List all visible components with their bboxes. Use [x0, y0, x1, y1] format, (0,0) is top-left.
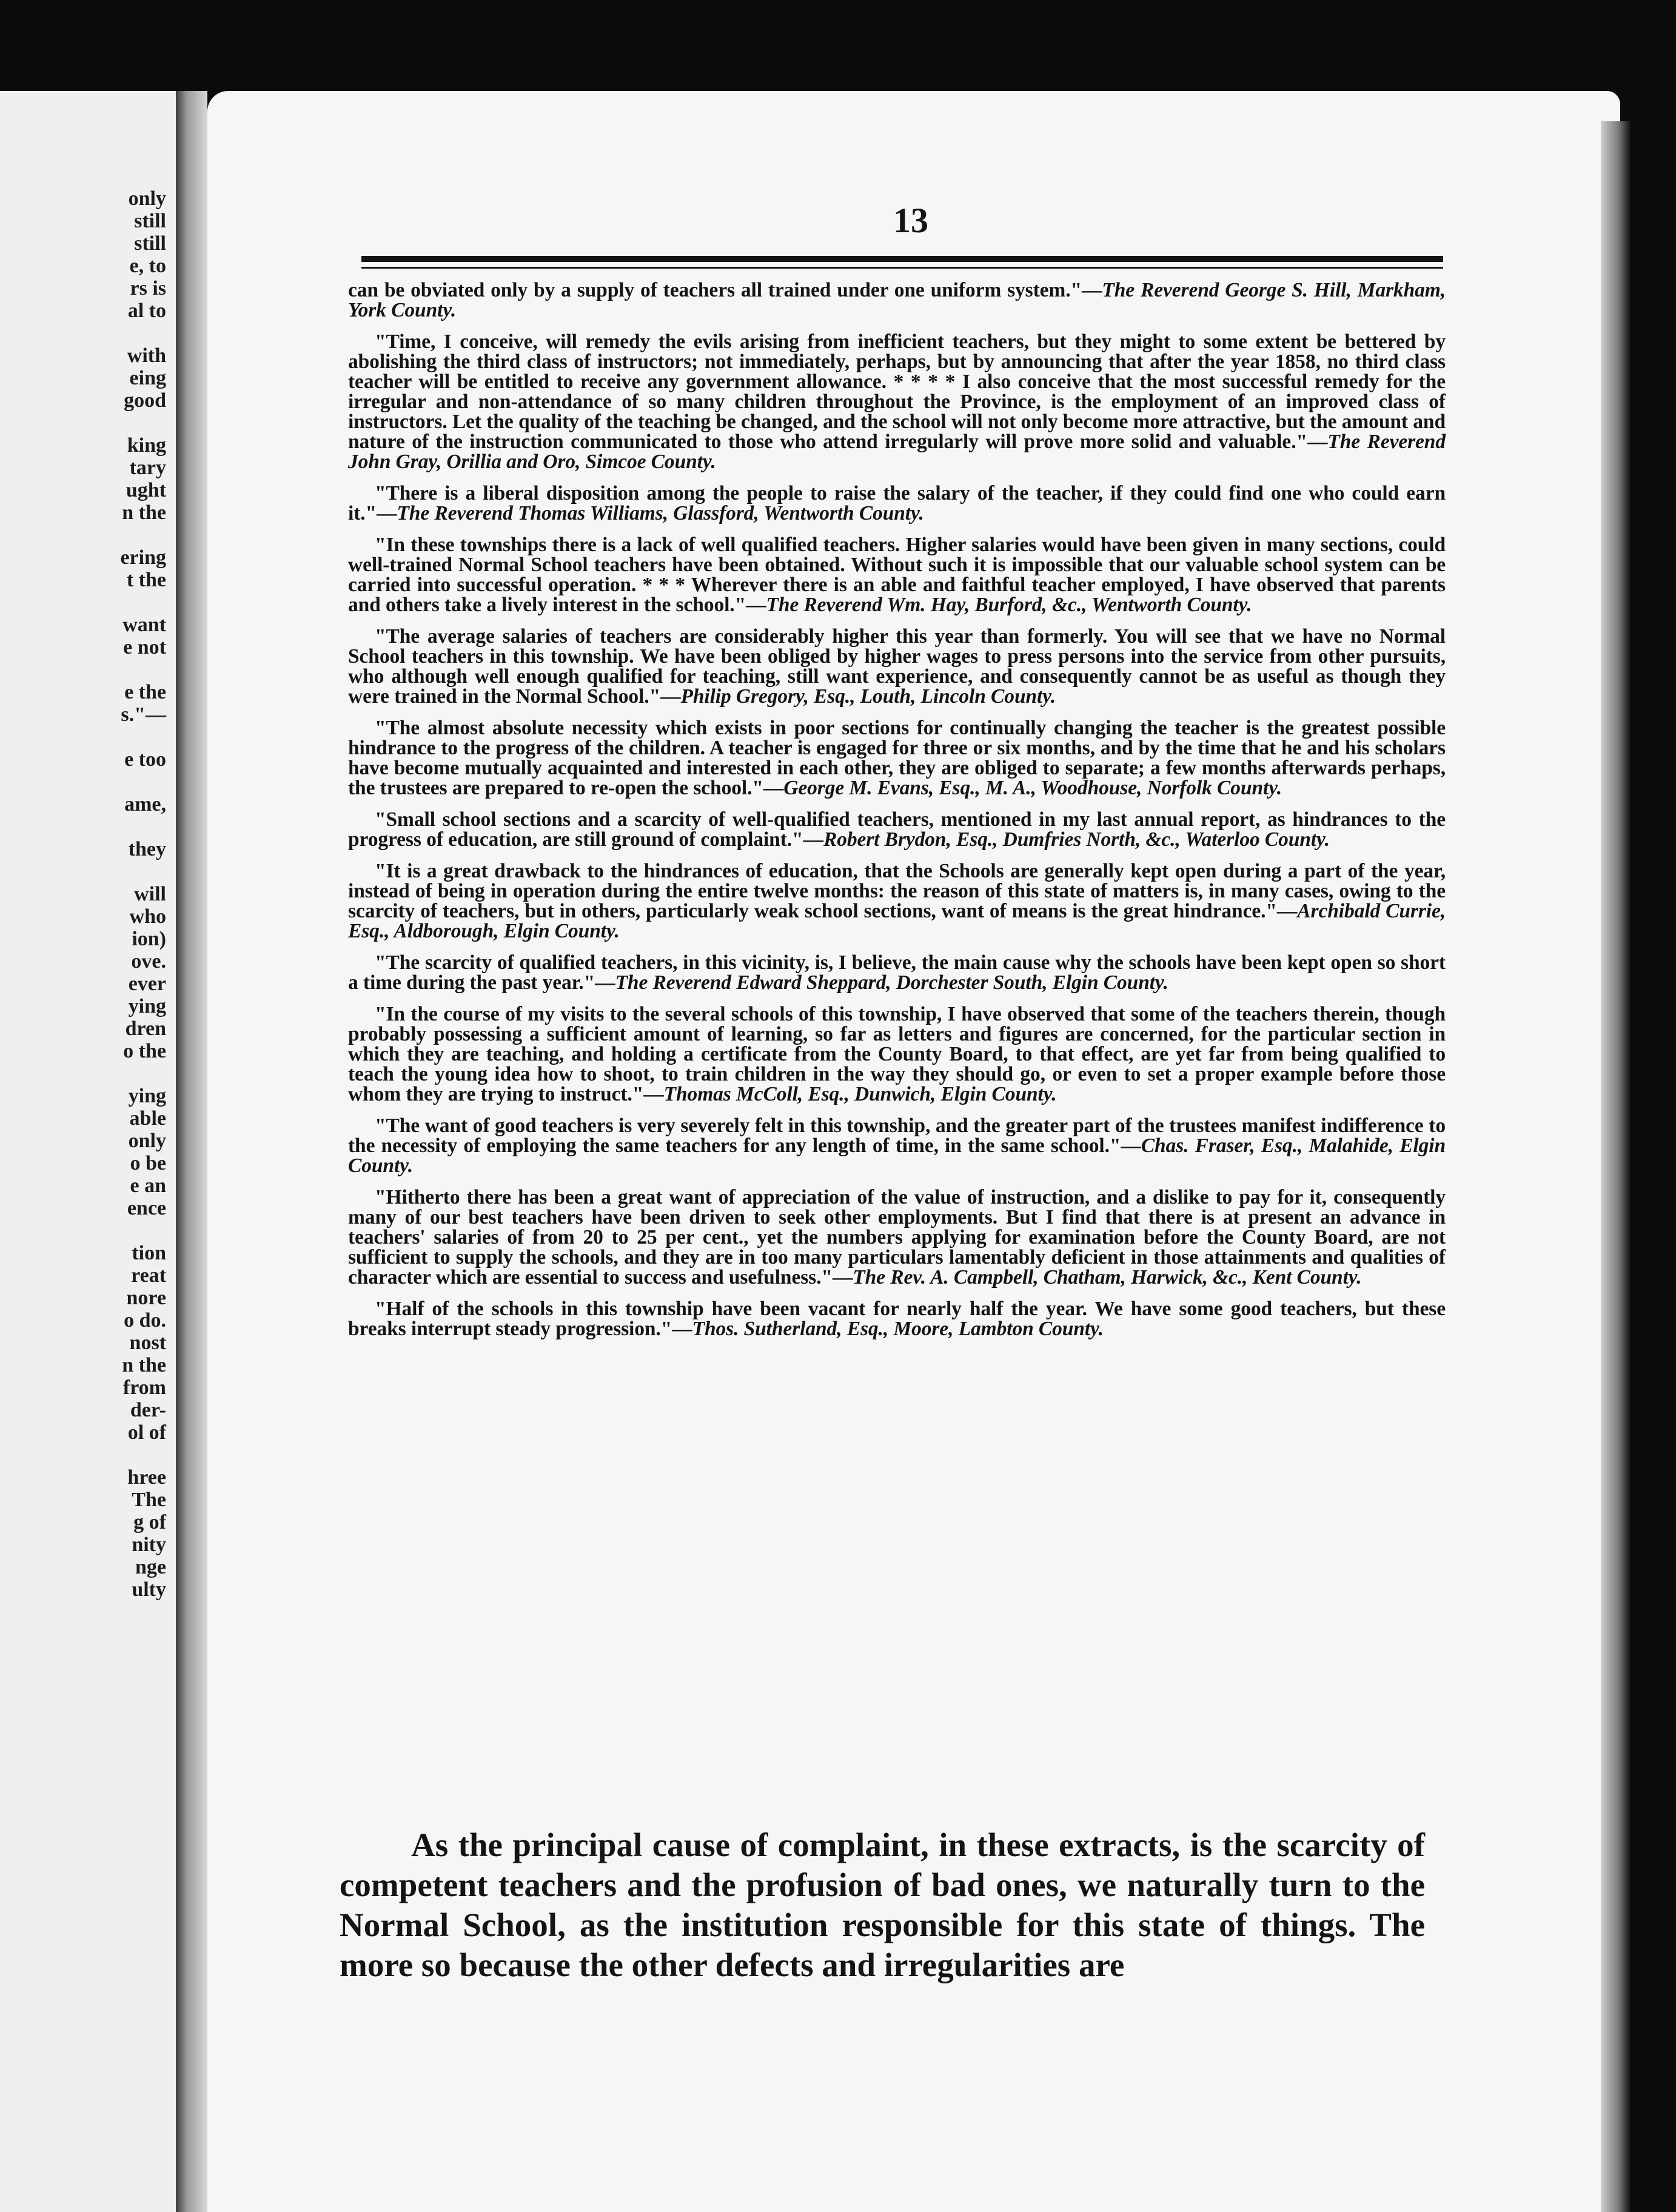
left-page-fragment: reat — [131, 1264, 166, 1287]
left-page-fragment: nity — [132, 1533, 166, 1556]
extract-text: "In the course of my visits to the several schools of this township, I have observed that some of the teachers therein, though probably possessing a sufficient amount of learning, so far as letters and figures are concerned, for the particular section in which they are teaching, and holding a certificate from the County Board, to that effect, are yet far from being qualified to teach the young idea how to shoot, to train children in the way they should go, or even to set a proper example before those whom they are trying to instruct."— — [348, 1003, 1446, 1105]
extract-text: "Hitherto there has been a great want of appreciation of the value of instruction, and a dislike to pay for it, consequently many of our best teachers have been driven to seek other employments. But I find that there is at present an advance in teachers' salaries of from 20 to 25 per cent., yet the numbers applying for examination before the County Board, are not sufficient to supply the schools, and they are in too many particulars lamentably deficient in those attainments and qualities of character which are essential to success and usefulness."— — [348, 1186, 1446, 1289]
extract-paragraph — [348, 718, 1446, 798]
left-page-fragment: still — [134, 210, 166, 232]
left-page-fragment: nost — [129, 1332, 166, 1354]
extract-citation: Philip Gregory, Esq., Louth, Lincoln County. — [680, 685, 1056, 708]
header-rule-thin — [361, 267, 1443, 269]
left-page-fragment: good — [124, 389, 166, 412]
left-page-fragment: still — [134, 232, 166, 255]
extract-paragraph — [348, 809, 1446, 850]
left-page-fragment: ulty — [132, 1578, 166, 1601]
left-page-fragment: eing — [129, 367, 166, 389]
extract-paragraph — [348, 535, 1446, 615]
left-page-fragment: ever — [128, 973, 166, 995]
left-page-fragment: nore — [126, 1287, 166, 1309]
left-page-fragment: only — [128, 1130, 166, 1152]
left-page-fragment: t the — [126, 569, 166, 591]
left-page-fragment: ame, — [124, 793, 166, 816]
left-page-fragment: ying — [128, 1085, 166, 1107]
left-page-fragment: s."— — [121, 703, 166, 726]
left-page-fragment: will — [134, 883, 166, 905]
left-page-fragment: only — [128, 187, 166, 210]
left-page-fragment: ove. — [131, 950, 166, 973]
extract-text: "It is a great drawback to the hindrances of education, that the Schools are generally kept open during a part of the year, instead of being in operation during the entire twelve months: the reason of this state of matters is, in many cases, owing to the scarcity of teachers, but in others, particularly weak school sections, want of means is the great hindrance."— — [348, 860, 1446, 922]
extract-paragraph — [348, 332, 1446, 472]
extract-text: "Small school sections and a scarcity of well-qualified teachers, mentioned in my last annual report, as hindrances to the progress of education, are still ground of complaint."— — [348, 808, 1446, 851]
extract-citation: Archibald Currie, Esq., Aldborough, Elgin County. — [348, 900, 1446, 942]
extract-paragraph — [348, 1004, 1446, 1104]
page-edge-shadow — [1601, 121, 1631, 2212]
page-gutter — [176, 91, 207, 2212]
extracts-body — [348, 280, 1446, 1350]
left-page-fragment: o the — [123, 1040, 166, 1062]
extract-citation: The Reverend John Gray, Orillia and Oro, Simcoe County. — [348, 431, 1446, 473]
extract-paragraph — [348, 280, 1446, 320]
extract-citation: The Reverend George S. Hill, Markham, York County. — [348, 279, 1446, 321]
left-page-fragment: rs is — [130, 277, 166, 300]
left-facing-page — [0, 91, 176, 2212]
left-page-fragment: tary — [129, 457, 166, 479]
left-page-fragment: der- — [130, 1399, 166, 1421]
left-page-fragment: who — [129, 905, 166, 928]
left-page-fragment: with — [127, 344, 166, 367]
left-page-fragment: g of — [133, 1511, 166, 1533]
extract-text: "Half of the schools in this township have been vacant for nearly half the year. We have some good teachers, but these breaks interrupt steady progression."— — [348, 1298, 1446, 1340]
extract-citation: Thomas McColl, Esq., Dunwich, Elgin County. — [663, 1083, 1057, 1105]
left-page-fragment: nge — [135, 1556, 166, 1578]
extract-citation: Thos. Sutherland, Esq., Moore, Lambton County. — [692, 1318, 1104, 1340]
left-page-fragment: hree — [127, 1466, 166, 1489]
extract-text: "The average salaries of teachers are considerably higher this year than formerly. You will see that we have no Normal School teachers in this township. We have been obliged by higher wages to press persons into the service from other pursuits, who although well enough qualified for teaching, still want experience, and consequently cannot be as useful as though they were trained in the Normal School."— — [348, 625, 1446, 708]
extract-citation: The Reverend Edward Sheppard, Dorchester South, Elgin County. — [615, 971, 1168, 994]
conclusion-paragraph: As the principal cause of complaint, in these extracts, is the scarcity of competent teachers and the profusion of bad ones, we naturally turn to the Normal School, as the institution responsible for this state of things. The more so because the other defects and irregularities are — [340, 1826, 1425, 1983]
extract-citation: George M. Evans, Esq., M. A., Woodhouse, Norfolk County. — [783, 777, 1282, 799]
extract-text: can be obviated only by a supply of teachers all trained under one uniform system."— — [348, 279, 1102, 301]
left-page-fragment: o be — [130, 1152, 166, 1175]
left-page-fragment: e the — [124, 681, 166, 703]
left-page-fragment: from — [122, 1376, 166, 1399]
left-page-fragment: n the — [122, 1354, 166, 1376]
extract-text: "The scarcity of qualified teachers, in this vicinity, is, I believe, the main cause why the schools have been kept open so short a time during the past year."— — [348, 951, 1446, 994]
left-page-fragment: king — [127, 434, 166, 457]
extract-citation: Chas. Fraser, Esq., Malahide, Elgin County. — [348, 1134, 1446, 1177]
left-page-fragment: ying — [128, 995, 166, 1017]
left-page-fragment: dren — [125, 1017, 166, 1040]
extract-citation: The Rev. A. Campbell, Chatham, Harwick, &c., Kent County. — [853, 1266, 1362, 1289]
left-page-fragment: e, to — [129, 255, 166, 277]
left-page-fragment: tion — [132, 1242, 166, 1264]
left-page-fragment: they — [128, 838, 166, 860]
extract-paragraph — [348, 626, 1446, 706]
extract-paragraph — [348, 1299, 1446, 1339]
left-page-fragment: al to — [127, 300, 166, 322]
extract-paragraph — [348, 953, 1446, 993]
extract-paragraph — [348, 1116, 1446, 1176]
left-page-fragment: e not — [123, 636, 166, 659]
extract-paragraph — [348, 861, 1446, 941]
left-page-fragment: able — [129, 1107, 166, 1130]
extract-citation: The Reverend Thomas Williams, Glassford, Wentworth County. — [397, 502, 924, 525]
left-page-fragment: ol of — [127, 1421, 166, 1444]
header-rule-thick — [361, 256, 1443, 262]
left-page-fragment: ion) — [132, 928, 166, 950]
extract-paragraph — [348, 1187, 1446, 1287]
extract-text: "In these townships there is a lack of well qualified teachers. Higher salaries would have been given in many sections, could well-trained Normal School teachers have been obtained. Without such it is impossible that our valuable school system can be carried into successful operation. * * * Wherever there is an able and faithful teacher employed, I have observed that parents and others take a lively interest in the school."— — [348, 534, 1446, 616]
extract-text: "The want of good teachers is very severely felt in this township, and the greater part of the trustees manifest indifference to the necessity of employing the same teachers for any length of time, in the same school."— — [348, 1114, 1446, 1157]
left-page-fragment: ence — [127, 1197, 166, 1219]
left-page-fragment: ering — [120, 546, 166, 569]
left-page-fragment: The — [132, 1489, 166, 1511]
page-number: 13 — [893, 201, 928, 240]
extract-text: "Time, I conceive, will remedy the evils arising from inefficient teachers, but they might to some extent be bettered by abolishing the third class of instructors; not immediately, perhaps, but by announcing that after the year 1858, no third class teacher will be entitled to receive any government allowance. * * * * I also conceive that the most successful remedy for the irregular and non-attendance of so many children throughout the Province, is the employment of an improved class of instructors. Let the quality of the teaching be changed, and the school will not only become more attractive, but the amount and nature of the instruction communicated to those who attend irregularly will prove more solid and valuable."— — [348, 330, 1446, 453]
extract-text: "There is a liberal disposition among the people to raise the salary of the teacher, if they could find one who could earn it."— — [348, 482, 1446, 525]
left-page-fragment: n the — [122, 501, 166, 524]
extract-citation: The Reverend Wm. Hay, Burford, &c., Wentworth County. — [766, 594, 1252, 616]
extract-paragraph — [348, 483, 1446, 523]
left-page-fragment: e an — [130, 1175, 166, 1197]
left-page-fragment: want — [122, 614, 166, 636]
left-page-fragment: o do. — [124, 1309, 166, 1332]
left-page-fragment: e too — [124, 748, 166, 771]
extract-text: "The almost absolute necessity which exists in poor sections for continually changing the teacher is the greatest possible hindrance to the progress of the children. A teacher is engaged for three or six months, and by the time that he and his scholars have become mutually acquainted and interested in each other, they are obliged to separate; a few months afterwards perhaps, the trustees are prepared to re-open the school."— — [348, 717, 1446, 799]
extract-citation: Robert Brydon, Esq., Dumfries North, &c., Waterloo County. — [823, 828, 1330, 851]
left-page-fragment: ught — [126, 479, 166, 501]
